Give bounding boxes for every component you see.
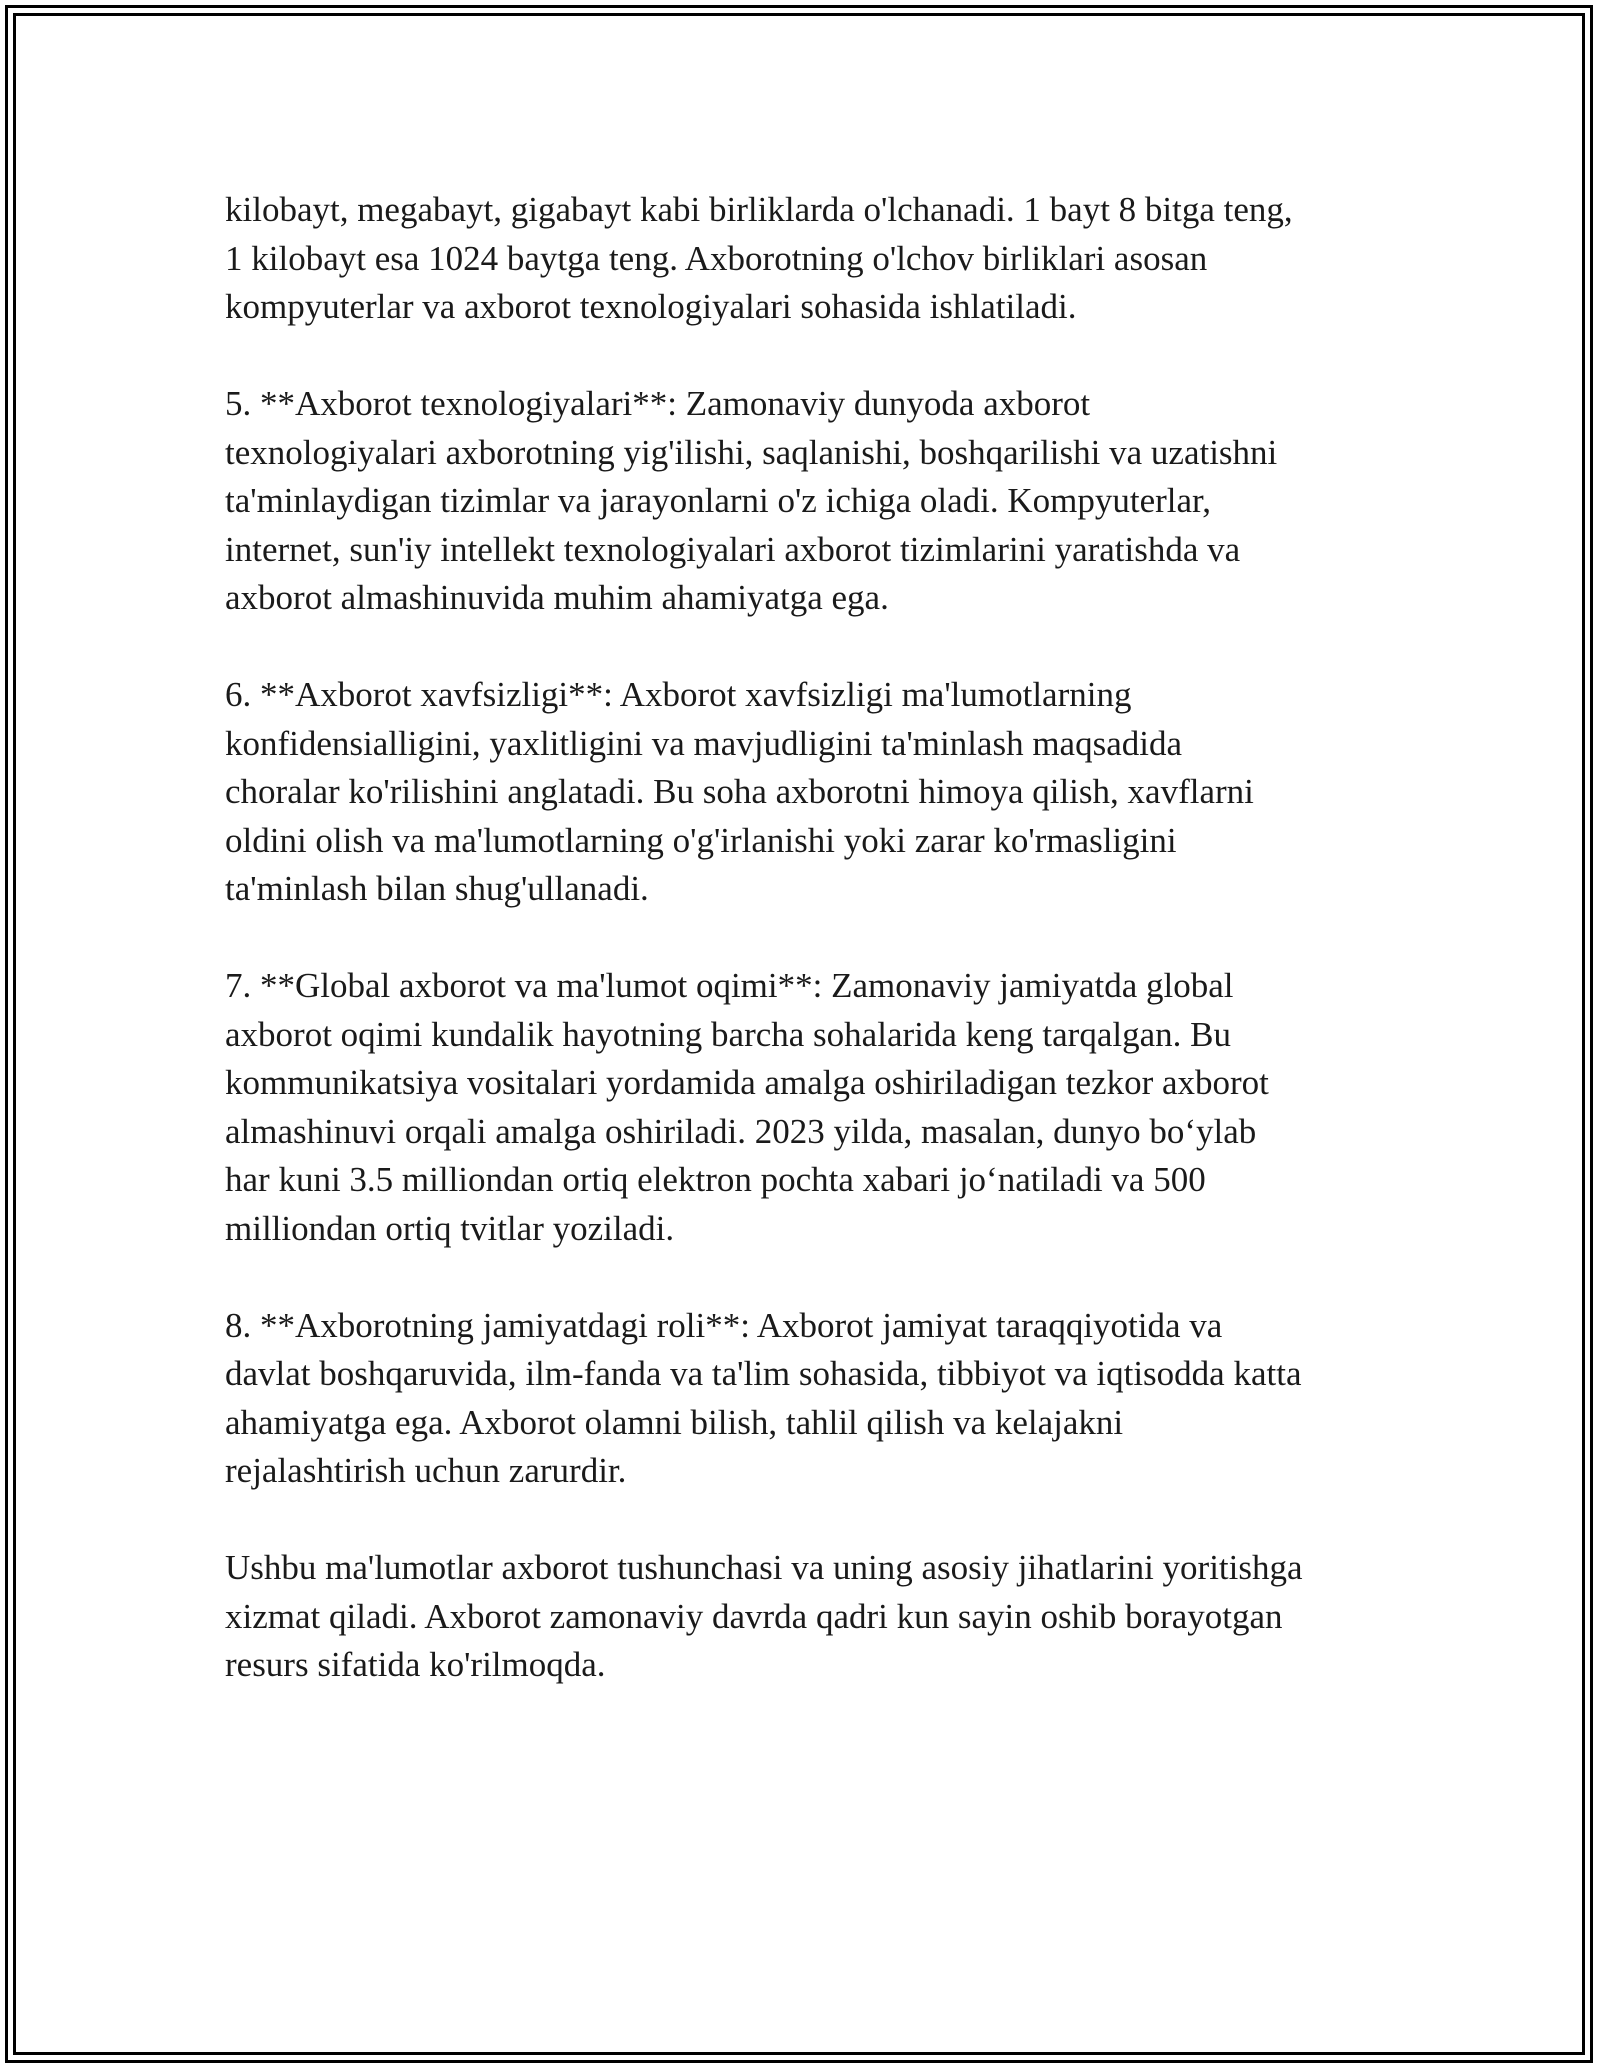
paragraph-information-security: 6. **Axborot xavfsizligi**: Axborot xavfsizligi ma'lumotlarning konfidensialligini, yaxlitligini va mavjudligini ta'minlash maqsadida choralar ko'rilishini anglatadi. Bu soha axborotni himoya qilish, xavflarni oldini olish va ma'lumotlarning o'g'irlanishi yoki zarar ko'rmasligini ta'minlash bilan shug'ullanadi. [225,675,1254,908]
paragraph-units-continuation: kilobayt, megabayt, gigabayt kabi birliklarda o'lchanadi. 1 bayt 8 bitga teng, 1 kilobayt esa 1024 baytga teng. Axborotning o'lchov birliklari asosan kompyuterlar va axborot texnologiyalari sohasida ishlatiladi. [225,190,1293,326]
paragraph-global-information-flow: 7. **Global axborot va ma'lumot oqimi**: Zamonaviy jamiyatda global axborot oqimi kundalik hayotning barcha sohalarida keng tarqalgan. Bu kommunikatsiya vositalari yordamida amalga oshiriladigan tezkor axborot almashinuvi orqali amalga oshiriladi. 2023 yilda, masalan, dunyo bo‘ylab har kuni 3.5 milliondan ortiq elektron pochta xabari jo‘natiladi va 500 milliondan ortiq tvitlar yoziladi. [225,966,1269,1248]
paragraph-information-technologies: 5. **Axborot texnologiyalari**: Zamonaviy dunyoda axborot texnologiyalari axborotning yig'ilishi, saqlanishi, boshqarilishi va uzatishni ta'minlaydigan tizimlar va jarayonlarni o'z ichiga oladi. Kompyuterlar, internet, sun'iy intellekt texnologiyalari axborot tizimlarini yaratishda va axborot almashinuvida muhim ahamiyatga ega. [225,384,1278,617]
paragraph-role-in-society: 8. **Axborotning jamiyatdagi roli**: Axborot jamiyat taraqqiyotida va davlat boshqaruvida, ilm-fanda va ta'lim sohasida, tibbiyot va iqtisodda katta ahamiyatga ega. Axborot olamni bilish, tahlil qilish va kelajakni rejalashtirish uchun zarurdir. [225,1305,1302,1490]
document-body [225,186,1385,1690]
paragraph-conclusion: Ushbu ma'lumotlar axborot tushunchasi va uning asosiy jihatlarini yoritishga xizmat qiladi. Axborot zamonaviy davrda qadri kun sayin oshib borayotgan resurs sifatida ko'rilmoqda. [225,1548,1303,1684]
